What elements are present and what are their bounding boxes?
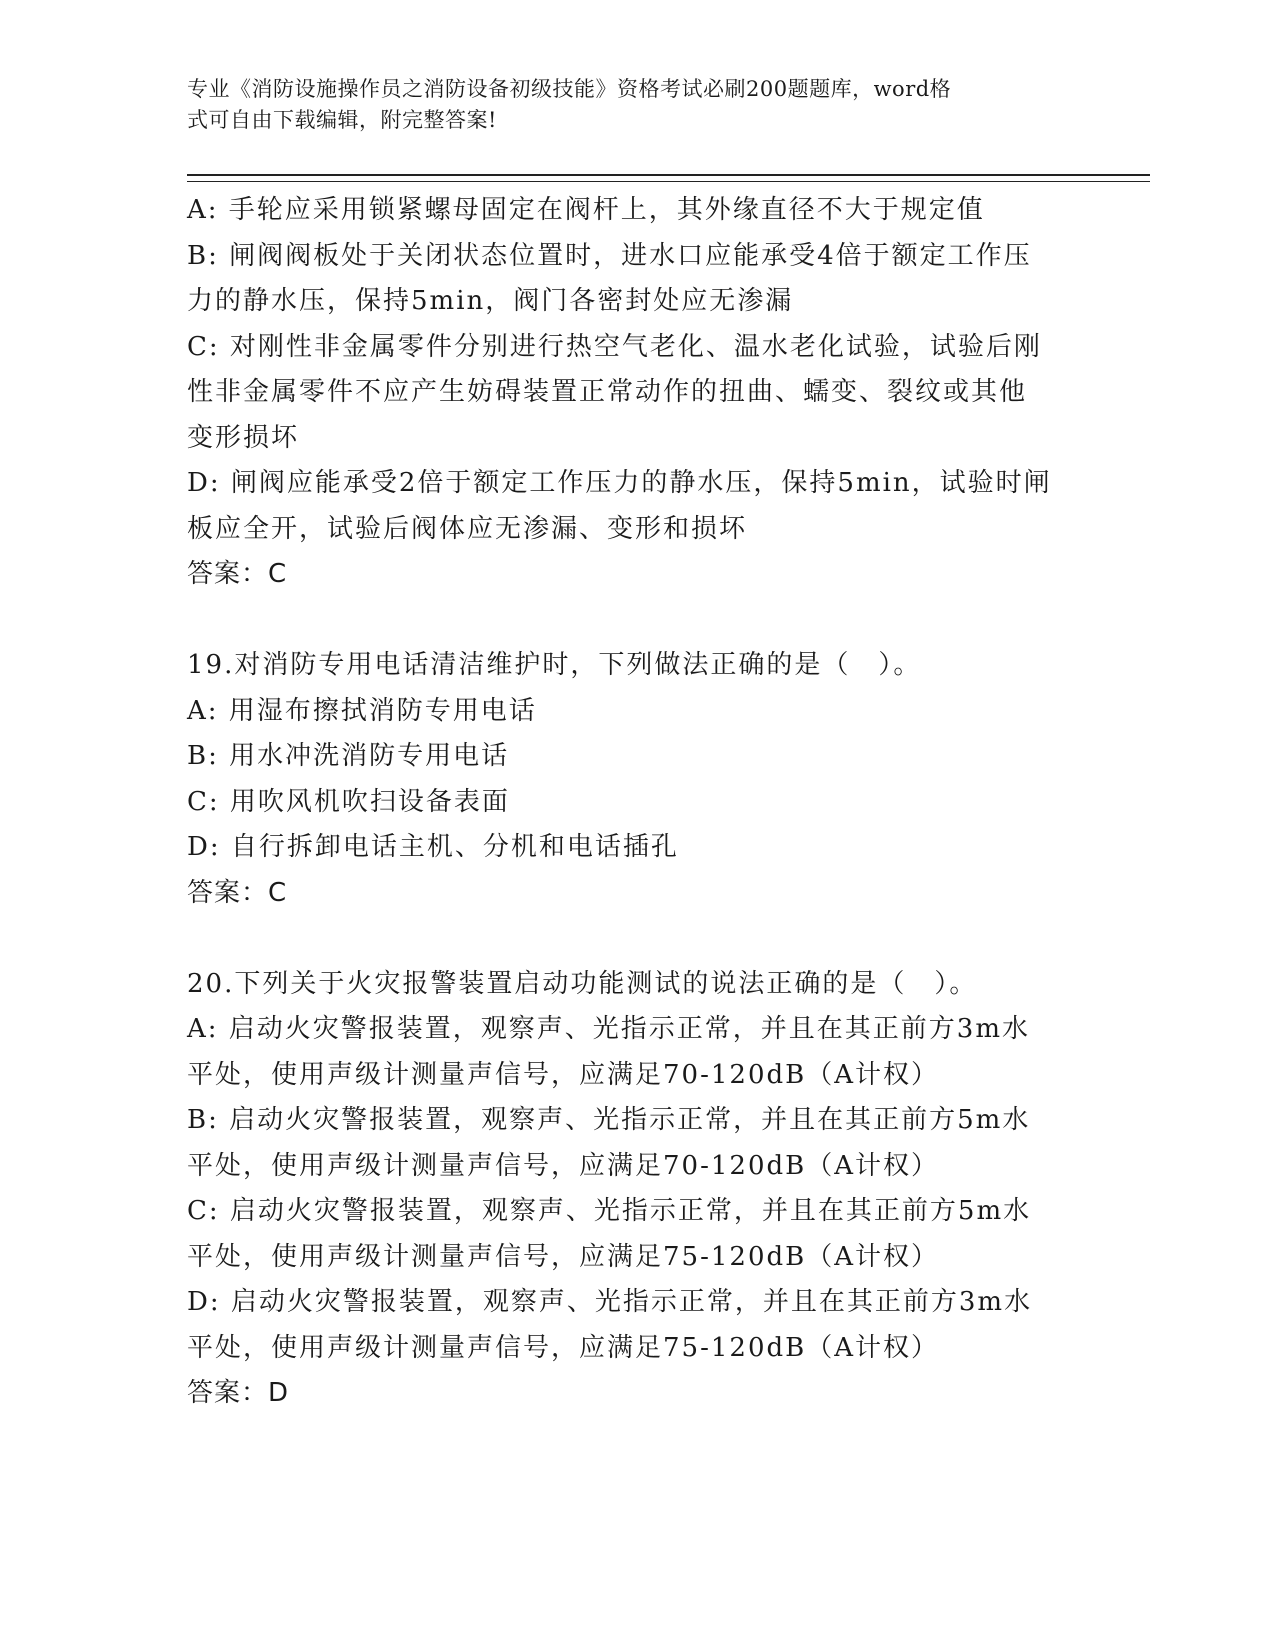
option-a: A: 用湿布擦拭消防专用电话 xyxy=(187,695,537,726)
answer-label: 答案：C xyxy=(187,559,288,589)
header-divider-thin xyxy=(187,181,1150,182)
option-text-line: D: 启动火灾警报装置，观察声、光指示正常，并且在其正前方3m水 xyxy=(187,1287,1033,1317)
option-b: B: 用水冲洗消防专用电话 xyxy=(187,741,510,771)
option-a xyxy=(187,1007,1087,1098)
header-line: 专业《消防设施操作员之消防设备初级技能》资格考试必刷200题题库，word格 xyxy=(187,77,952,101)
option-text-line: 平处，使用声级计测量声信号，应满足75-120dB（A计权） xyxy=(187,1332,940,1363)
question-18-block xyxy=(187,188,1087,598)
spacer xyxy=(187,598,1087,644)
question-stem: 19.对消防专用电话清洁维护时，下列做法正确的是（ ）。 xyxy=(187,650,922,680)
question-20-block xyxy=(187,962,1087,1417)
option-text-line: B: 启动火灾警报装置，观察声、光指示正常，并且在其正前方5m水 xyxy=(187,1105,1031,1135)
option-c xyxy=(187,1189,1087,1280)
answer-label: 答案：D xyxy=(187,1378,290,1408)
option-b xyxy=(187,1098,1087,1189)
option-text-line: 板应全开，试验后阀体应无渗漏、变形和损坏 xyxy=(187,513,748,544)
document-header xyxy=(187,74,1067,136)
option-text-line: 平处，使用声级计测量声信号，应满足70-120dB（A计权） xyxy=(187,1059,940,1090)
option-text-line: A: 启动火灾警报装置，观察声、光指示正常，并且在其正前方3m水 xyxy=(187,1014,1030,1044)
option-b xyxy=(187,234,1087,325)
option-text-line: 性非金属零件不应产生妨碍装置正常动作的扭曲、蠕变、裂纹或其他 xyxy=(187,377,1028,407)
question-content xyxy=(187,188,1087,1417)
header-divider-thick xyxy=(187,174,1150,176)
header-line: 式可自由下载编辑，附完整答案! xyxy=(187,108,497,132)
question-19-block xyxy=(187,643,1087,916)
option-d xyxy=(187,461,1087,552)
option-d: D: 自行拆卸电话主机、分机和电话插孔 xyxy=(187,832,679,862)
option-text-line: 平处，使用声级计测量声信号，应满足70-120dB（A计权） xyxy=(187,1150,940,1181)
option-c xyxy=(187,325,1087,462)
answer-label: 答案：C xyxy=(187,877,288,908)
option-a xyxy=(187,188,1087,234)
spacer xyxy=(187,916,1087,962)
option-d xyxy=(187,1280,1087,1371)
option-text-line: 变形损坏 xyxy=(187,422,300,453)
option-text-line: 平处，使用声级计测量声信号，应满足75-120dB（A计权） xyxy=(187,1241,940,1272)
option-text-line: C: 启动火灾警报装置，观察声、光指示正常，并且在其正前方5m水 xyxy=(187,1196,1032,1226)
option-c: C: 用吹风机吹扫设备表面 xyxy=(187,786,510,817)
option-text-line: A: 手轮应采用锁紧螺母固定在阀杆上，其外缘直径不大于规定值 xyxy=(187,195,985,225)
option-text-line: B: 闸阀阀板处于关闭状态位置时，进水口应能承受4倍于额定工作压 xyxy=(187,240,1032,271)
option-text-line: 力的静水压，保持5min，阀门各密封处应无渗漏 xyxy=(187,286,794,316)
option-text-line: C: 对刚性非金属零件分别进行热空气老化、温水老化试验，试验后刚 xyxy=(187,331,1042,362)
question-stem: 20.下列关于火灾报警装置启动功能测试的说法正确的是（ ）。 xyxy=(187,968,978,999)
option-text-line: D: 闸阀应能承受2倍于额定工作压力的静水压，保持5min，试验时闸 xyxy=(187,468,1052,498)
